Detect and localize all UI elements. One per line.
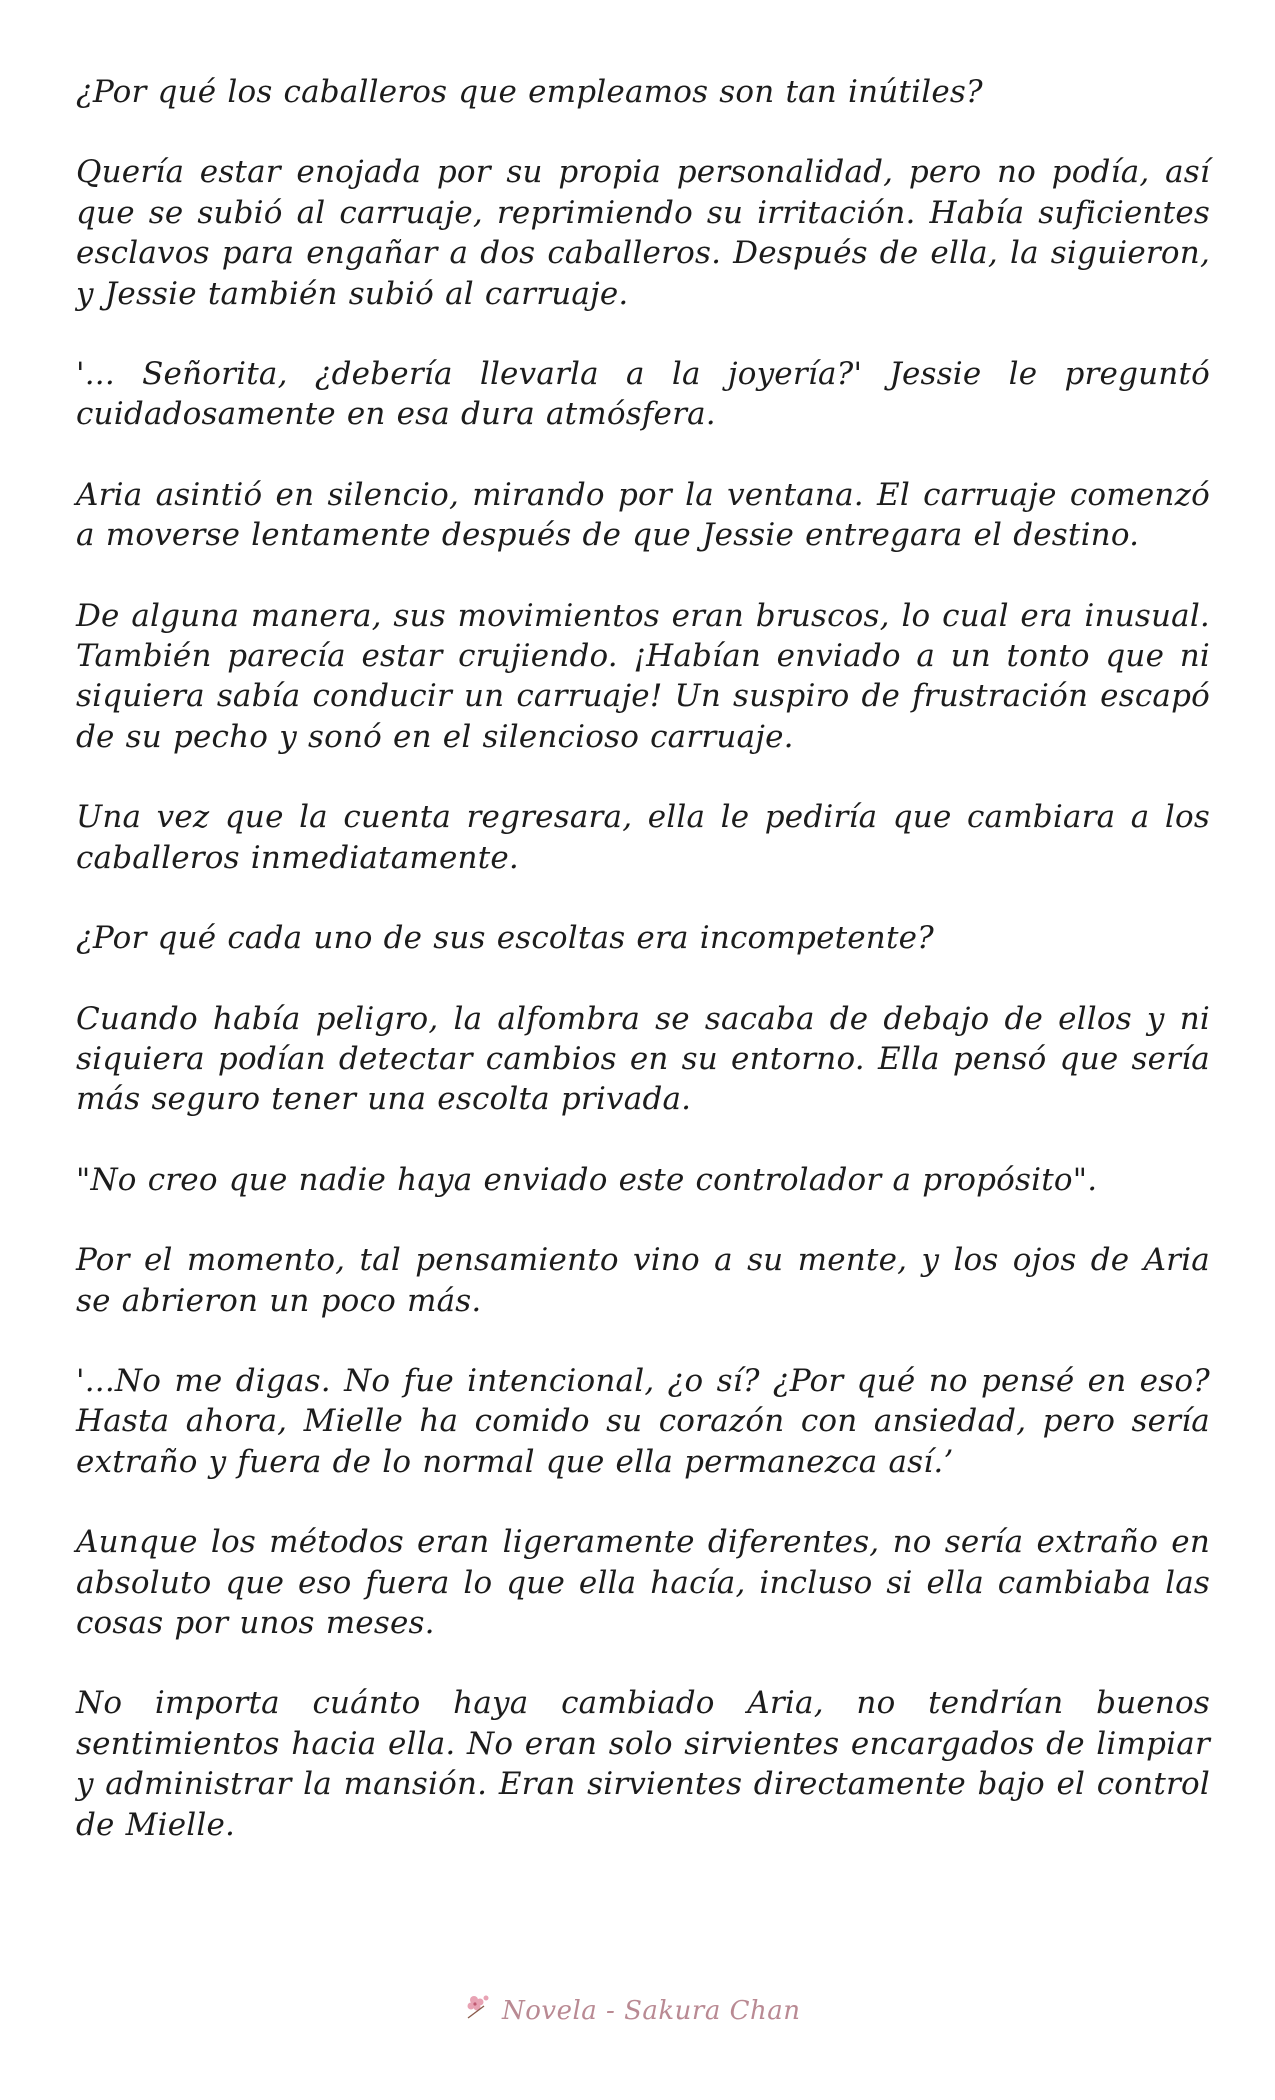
paragraph: Aunque los métodos eran ligeramente diferentes, no sería extraño en absoluto que eso fuera lo que ella hacía, incluso si ella cambiaba las cosas por unos meses. [76,1524,1210,1641]
paragraph: Aria asintió en silencio, mirando por la ventana. El carruaje comenzó a moverse lentamente después de que Jessie entregara el destino. [76,476,1210,554]
watermark-text: Novela - Sakura Chan [502,1995,801,2026]
watermark [462,1990,801,2031]
paragraph: Por el momento, tal pensamiento vino a su mente, y los ojos de Aria se abrieron un poco más. [76,1242,1210,1319]
text-column [76,72,1210,1885]
paragraph: ¿Por qué cada uno de sus escoltas era incompetente? [76,920,935,957]
paragraph: Quería estar enojada por su propia personalidad, pero no podía, así que se subió al carruaje, reprimiendo su irritación. Había suficientes esclavos para engañar a dos caballeros. Después de ella, la siguieron, y Jessie también subió al carruaje. [76,154,1210,312]
sakura-blossom-icon [462,1990,498,2031]
paragraph: ¿Por qué los caballeros que empleamos son tan inútiles? [76,74,983,110]
paragraph: "No creo que nadie haya enviado este controlador a propósito". [76,1161,1098,1198]
paragraph: '...No me digas. No fue intencional, ¿o sí? ¿Por qué no pensé en eso? Hasta ahora, Mielle ha comido su corazón con ansiedad, pero sería extraño y fuera de lo normal que ella permanezca así.’ [76,1362,1210,1480]
paragraph: '... Señorita, ¿debería llevarla a la joyería?' Jessie le preguntó cuidadosamente en esa dura atmósfera. [76,356,1210,433]
paragraph: Cuando había peligro, la alfombra se sacaba de debajo de ellos y ni siquiera podían detectar cambios en su entorno. Ella pensó que sería más seguro tener una escolta privada. [76,1000,1210,1118]
paragraph: No importa cuánto haya cambiado Aria, no tendrían buenos sentimientos hacia ella. No eran solo sirvientes encargados de limpiar y administrar la mansión. Eran sirvientes directamente bajo el control de Mielle. [76,1685,1210,1843]
paragraph: De alguna manera, sus movimientos eran bruscos, lo cual era inusual. También parecía estar crujiendo. ¡Habían enviado a un tonto que ni siquiera sabía conducir un carruaje! Un suspiro de frustración escapó de su pecho y sonó en el silencioso carruaje. [76,597,1210,755]
paragraph: Una vez que la cuenta regresara, ella le pediría que cambiara a los caballeros inmediatamente. [76,799,1210,876]
